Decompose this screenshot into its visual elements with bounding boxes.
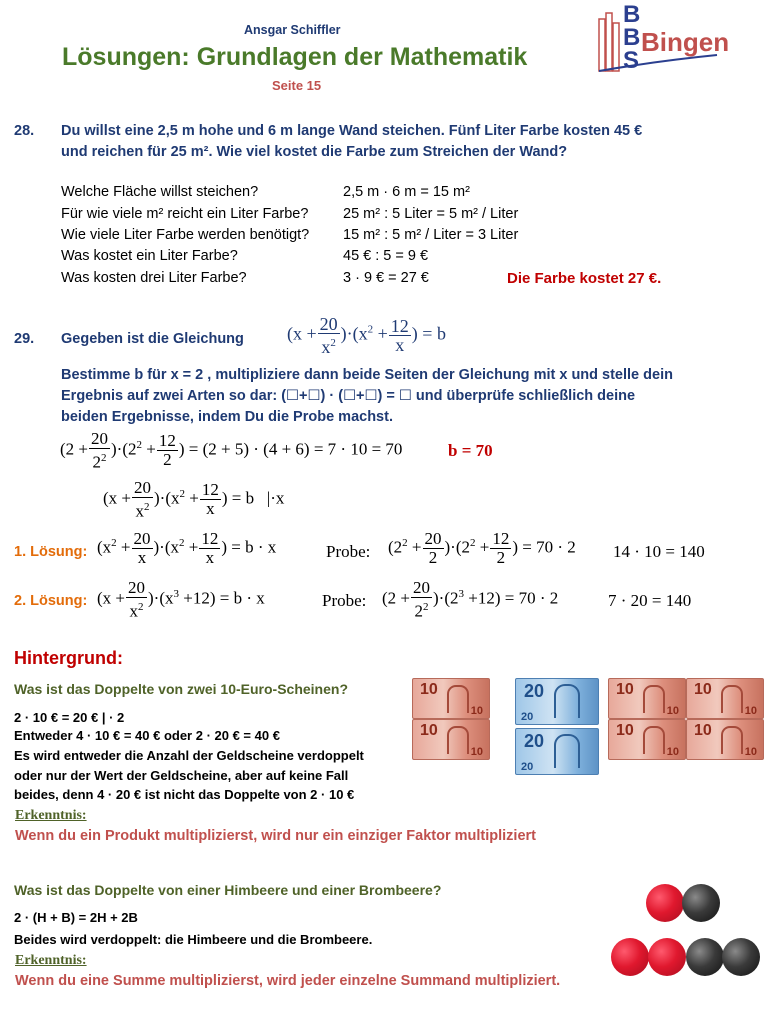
- background-q2: Was ist das Doppelte von einer Himbeere und einer Brombeere?: [14, 882, 442, 898]
- task28-row-q1: Für wie viele m² reicht ein Liter Farbe?: [61, 206, 309, 222]
- logo-letter-b1: B: [623, 1, 641, 28]
- task29-intro: Gegeben ist die Gleichung: [61, 331, 244, 347]
- task28-number: 28.: [14, 123, 35, 139]
- banknote-10-euro: 10 10: [608, 719, 686, 760]
- task29-given-equation: (x + $\frac{20}{x^2}$ )$\cdot(x^2$ + $\frac{12}{x}$ ) = b: [287, 314, 446, 357]
- task29-solution2-rhs: = b · x: [219, 588, 265, 608]
- task28-question-line2: und reichen für 25 m². Wie viel kostet die Farbe zum Streichen der Wand?: [61, 144, 568, 160]
- task28-row-q2: Wie viele Liter Farbe werden benötigt?: [61, 227, 310, 243]
- task29-text-line1: Bestimme b für x = 2 , multipliziere dann beide Seiten der Gleichung mit x und stelle dein: [61, 367, 673, 383]
- task28-row-q3: Was kostet ein Liter Farbe?: [61, 248, 238, 264]
- task29-calc-b: (2 + $\frac{20}{2^2}$ )$\cdot(2^2$ + $\frac{12}{2}$ ) = (2 + 5) · (4 + 6) = 7 · 10 = 70: [60, 429, 403, 472]
- raspberry-image: [646, 884, 684, 922]
- background-line1-1: Entweder 4 · 10 € = 40 € oder 2 · 20 € = 40 €: [14, 728, 280, 743]
- background-line1-2: Es wird entweder die Anzahl der Geldscheine verdoppelt: [14, 748, 364, 763]
- page-title: Lösungen: Grundlagen der Mathematik: [62, 43, 528, 71]
- task29-probe1-rhs: = 70 · 2: [522, 537, 576, 557]
- page-number: Seite 15: [272, 78, 322, 93]
- background-line1-3: oder nur der Wert der Geldscheine, aber auf keine Fall: [14, 768, 349, 783]
- background-line2-1: Beides wird verdoppelt: die Himbeere und die Brombeere.: [14, 932, 373, 947]
- task29-solution1-rhs: = b · x: [231, 537, 277, 557]
- task28-answer: Die Farbe kostet 27 €.: [507, 270, 662, 287]
- task28-row-a2: 15 m² : 5 m² / Liter = 3 Liter: [343, 227, 519, 243]
- logo-word: Bingen: [641, 27, 730, 57]
- task29-number: 29.: [14, 331, 35, 347]
- raspberry-image: [648, 938, 686, 976]
- task29-probe2-rhs: = 70 · 2: [504, 588, 559, 608]
- logo-letter-s: S: [623, 47, 640, 74]
- task28-row-a4: 3 · 9 € = 27 €: [343, 270, 429, 286]
- banknote-20-euro: 20 20: [515, 678, 599, 725]
- blackberry-image: [686, 938, 724, 976]
- task29-probe1-check: 14 · 10 = 140: [613, 542, 705, 561]
- banknote-20-euro: 20 20: [515, 728, 599, 775]
- raspberry-image: [611, 938, 649, 976]
- task29-solution1-label: 1. Lösung:: [14, 544, 88, 560]
- task29-mult-note: |·x: [266, 488, 285, 508]
- banknote-10-euro: 10 10: [686, 719, 764, 760]
- insight-text-1: Wenn du ein Produkt multiplizierst, wird nur ein einziger Faktor multipliziert: [15, 828, 536, 844]
- insight-label-2: Erkenntnis:: [15, 953, 87, 968]
- task29-solution2-equation: (x + $\frac{20}{x^2}$ )$\cdot(x^3 +12) = b \cdot x$: [97, 578, 265, 621]
- task28-row-a1: 25 m² : 5 Liter = 5 m² / Liter: [343, 206, 519, 222]
- background-q1: Was ist das Doppelte von zwei 10-Euro-Scheinen?: [14, 681, 348, 697]
- blackberry-image: [682, 884, 720, 922]
- task28-row-a0: 2,5 m · 6 m = 15 m²: [343, 184, 470, 200]
- logo-letter-b2: B: [623, 24, 641, 51]
- task29-probe2-equation: (2 + $\frac{20}{2^2}$ )$\cdot(2^3 +12) = 70 \cdot 2$: [382, 578, 559, 621]
- task28-row-q4: Was kosten drei Liter Farbe?: [61, 270, 247, 286]
- task29-multiply-step: (x + $\frac{20}{x^2}$ )$\cdot(x^2$ + $\frac{12}{x}$ ) = b |·x: [103, 478, 285, 521]
- task29-text-line2: Ergebnis auf zwei Arten so dar: (☐+☐) · (☐+☐) = ☐ und überprüfe schließlich deine: [61, 388, 636, 404]
- banknote-10-euro: 10 10: [686, 678, 764, 719]
- task29-text-line3: beiden Ergebnisse, indem Du die Probe machst.: [61, 409, 393, 425]
- insight-label-1: Erkenntnis:: [15, 808, 87, 823]
- banknote-10-euro: 10 10: [412, 678, 490, 719]
- banknote-10-euro: 10 10: [412, 719, 490, 760]
- insight-text-2: Wenn du eine Summe multiplizierst, wird jeder einzelne Summand multipliziert.: [15, 973, 561, 989]
- task29-probe2-label: Probe:: [322, 591, 367, 610]
- task29-solution2-label: 2. Lösung:: [14, 593, 88, 609]
- school-logo: [597, 1, 730, 77]
- background-line1-0: 2 · 10 € = 20 € | · 2: [14, 710, 125, 725]
- task29-b-result: b = 70: [448, 441, 493, 460]
- task29-rhs-b: = b: [231, 488, 255, 508]
- task29-solution1-equation: ($x^2$ + $\frac{20}{x}$ )$\cdot(x^2$ + $\frac{12}{x}$ ) = b · x: [97, 529, 277, 567]
- task28-question-line1: Du willst eine 2,5 m hohe und 6 m lange Wand steichen. Fünf Liter Farbe kosten 45 €: [61, 123, 643, 139]
- task29-probe1-label: Probe:: [326, 542, 371, 561]
- task29-probe1-equation: ($2^2$ + $\frac{20}{2}$ )$\cdot(2^2$ + $\frac{12}{2}$ ) = 70 · 2: [388, 529, 576, 567]
- banknote-10-euro: 10 10: [608, 678, 686, 719]
- author-name: Ansgar Schiffler: [244, 23, 341, 37]
- task28-row-q0: Welche Fläche willst steichen?: [61, 184, 259, 200]
- background-line1-4: beides, denn 4 · 20 € ist nicht das Doppelte von 2 · 10 €: [14, 787, 355, 802]
- task29-probe2-check: 7 · 20 = 140: [608, 591, 692, 610]
- blackberry-image: [722, 938, 760, 976]
- task29-calc-rhs: = (2 + 5) · (4 + 6) = 7 · 10 = 70: [188, 439, 403, 459]
- background-line2-0: 2 · (H + B) = 2H + 2B: [14, 910, 138, 925]
- task28-row-a3: 45 € : 5 = 9 €: [343, 248, 429, 264]
- background-heading: Hintergrund:: [14, 648, 123, 668]
